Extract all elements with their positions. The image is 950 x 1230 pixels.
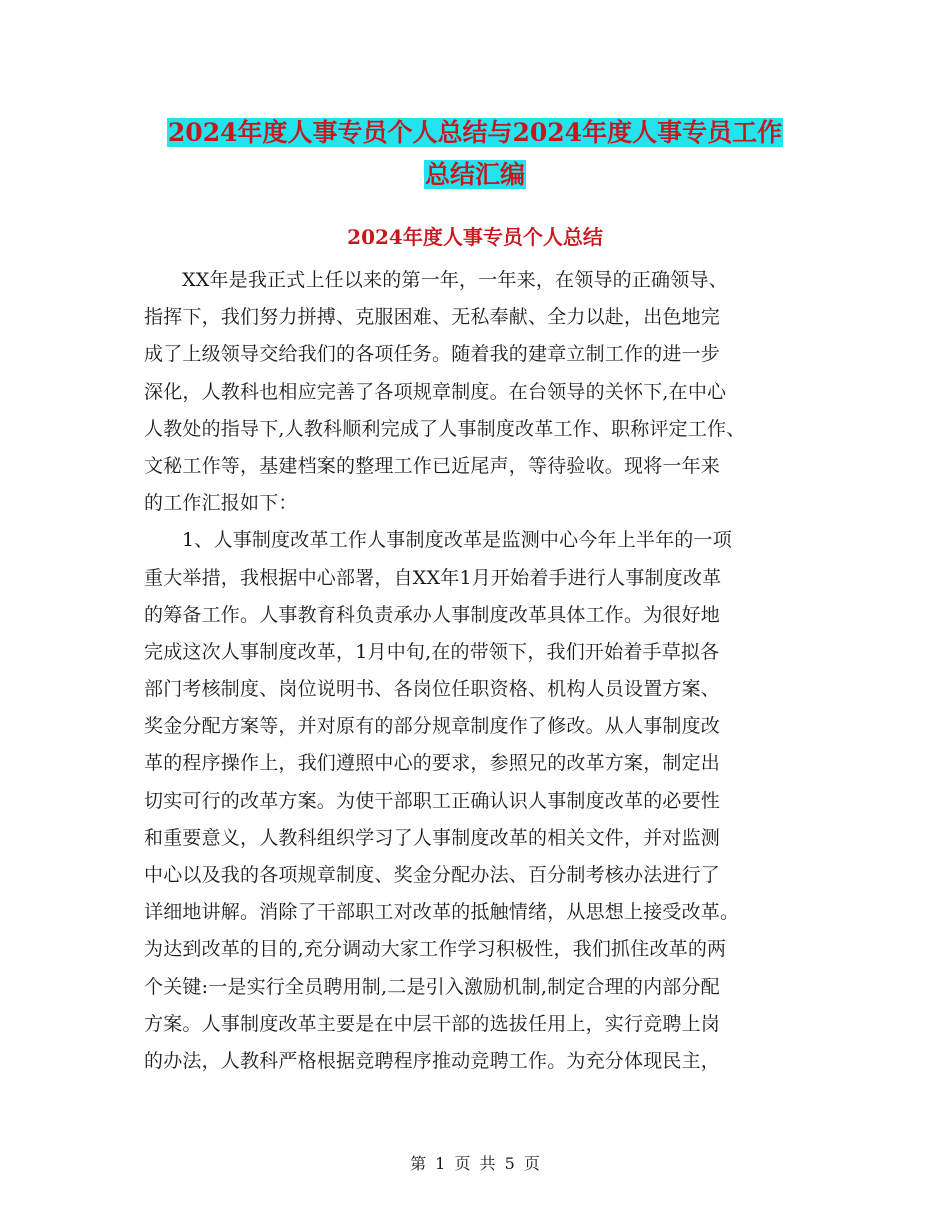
paragraph-line: XX年是我正式上任以来的第一年，一年来，在领导的正确领导、	[182, 269, 728, 291]
paragraph-line: 切实可行的改革方案。为使干部职工正确认识人事制度改革的必要性	[144, 789, 721, 812]
paragraph-line: 个关键:一是实行全员聘用制,二是引入激励机制,制定合理的内部分配	[144, 975, 720, 998]
paragraph-line: 方案。人事制度改革主要是在中层干部的选拔任用上，实行竞聘上岗	[144, 1012, 721, 1035]
paragraph-line: 成了上级领导交给我们的各项任务。随着我的建章立制工作的进一步	[144, 343, 721, 366]
paragraph-line: 重大举措，我根据中心部署，自XX年1月开始着手进行人事制度改革	[144, 566, 722, 589]
paragraph-line: 人教处的指导下,人教科顺利完成了人事制度改革工作、职称评定工作、	[144, 417, 746, 440]
section-heading: 2024年度人事专员个人总结	[347, 225, 603, 249]
paragraph-line: 深化，人教科也相应完善了各项规章制度。在台领导的关怀下,在中心	[144, 380, 727, 403]
paragraph-line: 1、人事制度改革工作人事制度改革是监测中心今年上半年的一项	[182, 529, 732, 552]
document-title-line-2: 总结汇编	[424, 160, 525, 189]
page-footer: 第 1 页 共 5 页	[410, 1154, 540, 1173]
paragraph-line: 为达到改革的目的,充分调动大家工作学习积极性，我们抓住改革的两	[144, 938, 727, 961]
paragraph-line: 文秘工作等，基建档案的整理工作已近尾声，等待验收。现将一年来	[144, 454, 721, 477]
paragraph-line: 的办法，人教科严格根据竞聘程序推动竞聘工作。为充分体现民主，	[144, 1049, 721, 1072]
paragraph-line: 部门考核制度、岗位说明书、各岗位任职资格、机构人员设置方案、	[144, 678, 721, 701]
paragraph-line: 详细地讲解。消除了干部职工对改革的抵触情绪，从思想上接受改革。	[144, 901, 740, 924]
document-title	[0, 112, 950, 196]
paragraph-line: 的工作汇报如下：	[144, 492, 298, 515]
body-text	[144, 262, 824, 1080]
paragraph-line: 奖金分配方案等，并对原有的部分规章制度作了修改。从人事制度改	[144, 715, 721, 738]
paragraph-line: 的筹备工作。人事教育科负责承办人事制度改革具体工作。为很好地	[144, 603, 721, 626]
document-title-line-1: 2024年度人事专员个人总结与2024年度人事专员工作	[167, 118, 783, 147]
paragraph-line: 指挥下，我们努力拼搏、克服困难、无私奉献、全力以赴，出色地完	[144, 306, 721, 329]
paragraph-line: 完成这次人事制度改革，1月中旬,在的带领下，我们开始着手草拟各	[144, 640, 720, 663]
paragraph-line: 革的程序操作上，我们遵照中心的要求，参照兄的改革方案，制定出	[144, 752, 721, 775]
paragraph-line: 和重要意义，人教科组织学习了人事制度改革的相关文件，并对监测	[144, 826, 721, 849]
paragraph-line: 中心以及我的各项规章制度、奖金分配办法、百分制考核办法进行了	[144, 864, 721, 886]
